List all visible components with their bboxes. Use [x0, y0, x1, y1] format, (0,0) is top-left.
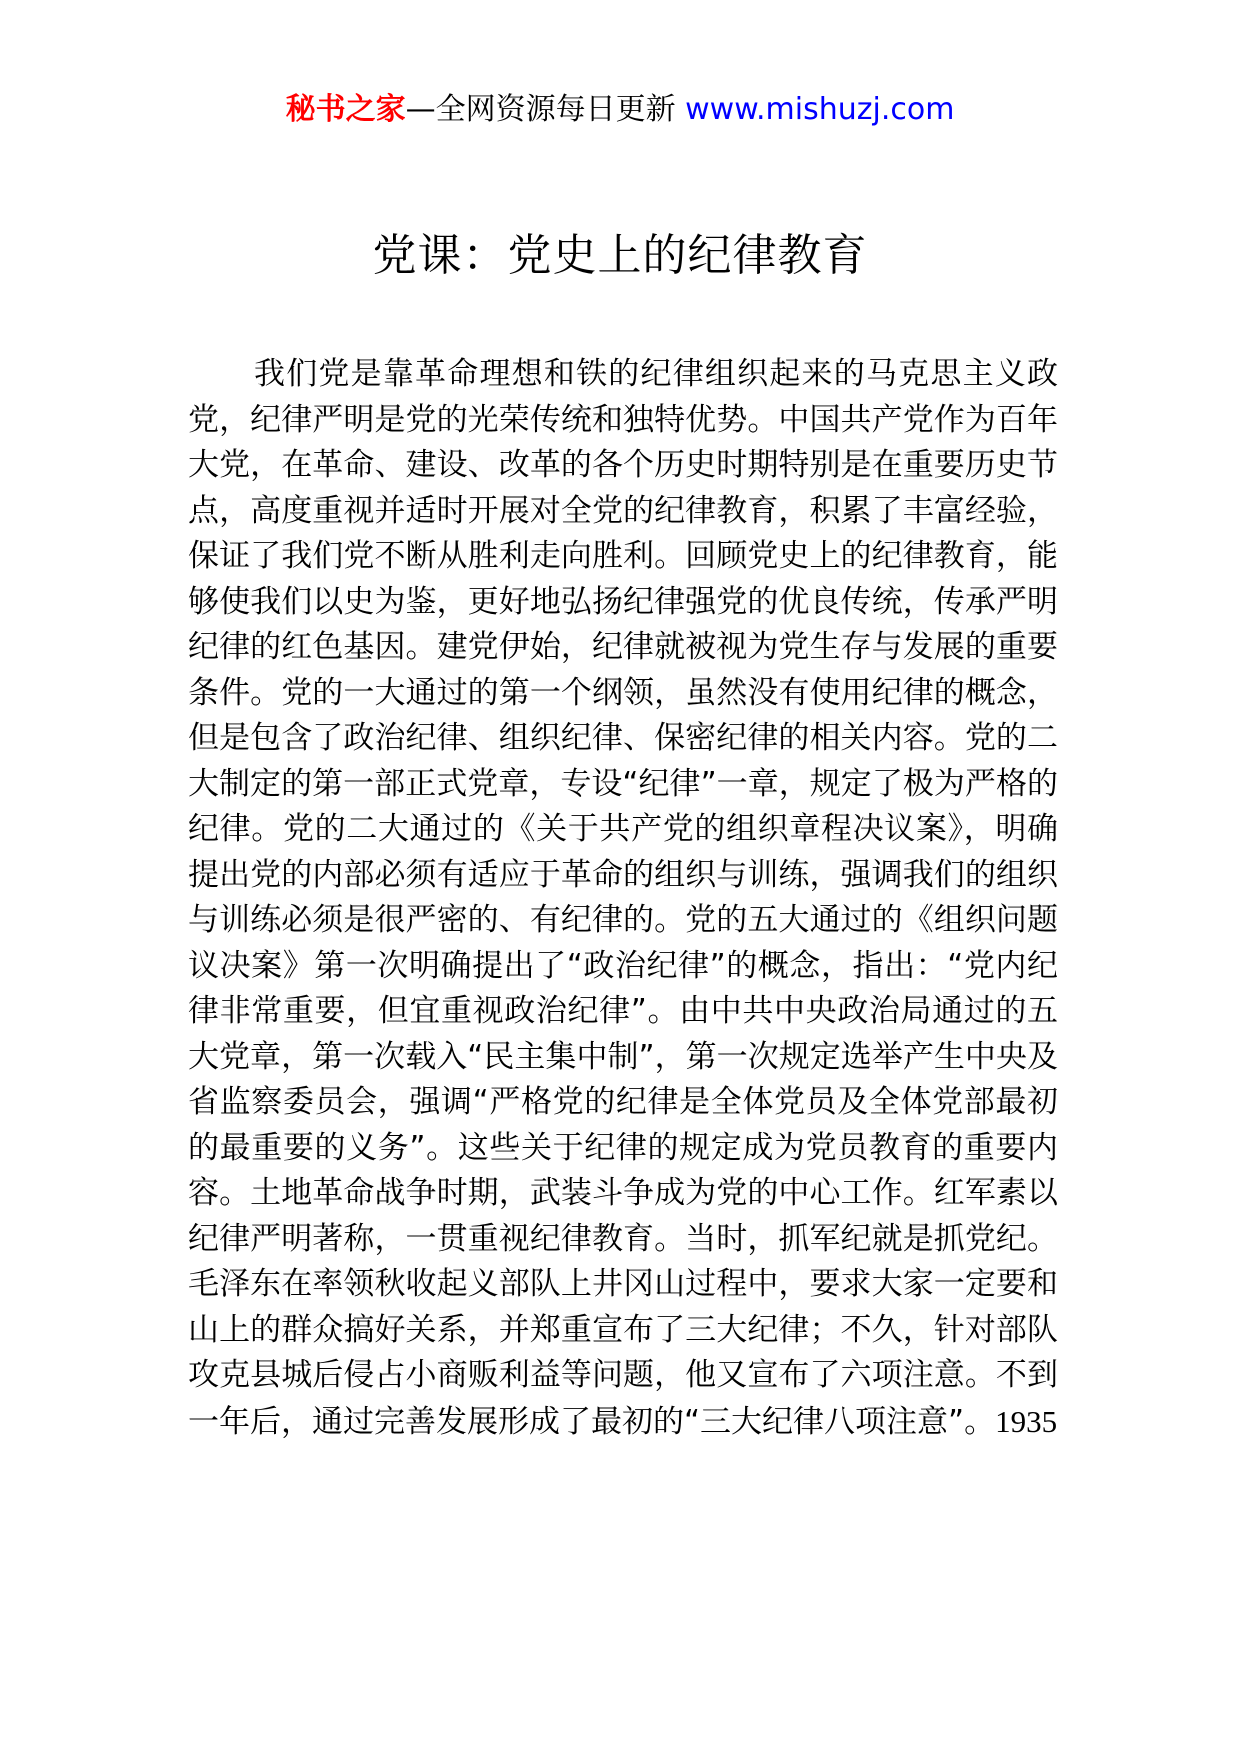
trailing-year: 1935: [995, 1403, 1058, 1439]
document-title: 党课：党史上的纪律教育: [372, 230, 868, 281]
site-url-link[interactable]: www.mishuzj.com: [685, 92, 955, 127]
body-paragraph: [188, 352, 1058, 1445]
body-paragraph-text: 我们党是靠革命理想和铁的纪律组织起来的马克思主义政党，纪律严明是党的光荣传统和独特优势。中国共产党作为百年大党，在革命、建设、改革的各个历史时期特别是在重要历史节点，高度重视并适时开展对全党的纪律教育，积累了丰富经验，保证了我们党不断从胜利走向胜利。回顾党史上的纪律教育，能够使我们以史为鉴，更好地弘扬纪律强党的优良传统，传承严明纪律的红色基因。建党伊始，纪律就被视为党生存与发展的重要条件。党的一大通过的第一个纲领，虽然没有使用纪律的概念，但是包含了政治纪律、组织纪律、保密纪律的相关内容。党的二大制定的第一部正式党章，专设“纪律”一章，规定了极为严格的纪律。党的二大通过的《关于共产党的组织章程决议案》，明确提出党的内部必须有适应于革命的组织与训练，强调我们的组织与训练必须是很严密的、有纪律的。党的五大通过的《组织问题议决案》第一次明确提出了“政治纪律”的概念，指出：“党内纪律非常重要，但宜重视政治纪律”。由中共中央政治局通过的五大党章，第一次载入“民主集中制”，第一次规定选举产生中央及省监察委员会，强调“严格党的纪律是全体党员及全体党部最初的最重要的义务”。这些关于纪律的规定成为党员教育的重要内容。土地革命战争时期，武装斗争成为党的中心工作。红军素以纪律严明著称，一贯重视纪律教育。当时，抓军纪就是抓党纪。毛泽东在率领秋收起义部队上井冈山过程中，要求大家一定要和山上的群众搞好关系，并郑重宣布了三大纪律；不久，针对部队攻克县城后侵占小商贩利益等问题，他又宣布了六项注意。不到一年后，通过完善发展形成了最初的“三大纪律八项注意”。: [188, 356, 1058, 1440]
site-header: [0, 88, 1240, 132]
brand-name: 秘书之家: [285, 92, 406, 127]
header-tagline: —全网资源每日更新: [405, 92, 686, 127]
